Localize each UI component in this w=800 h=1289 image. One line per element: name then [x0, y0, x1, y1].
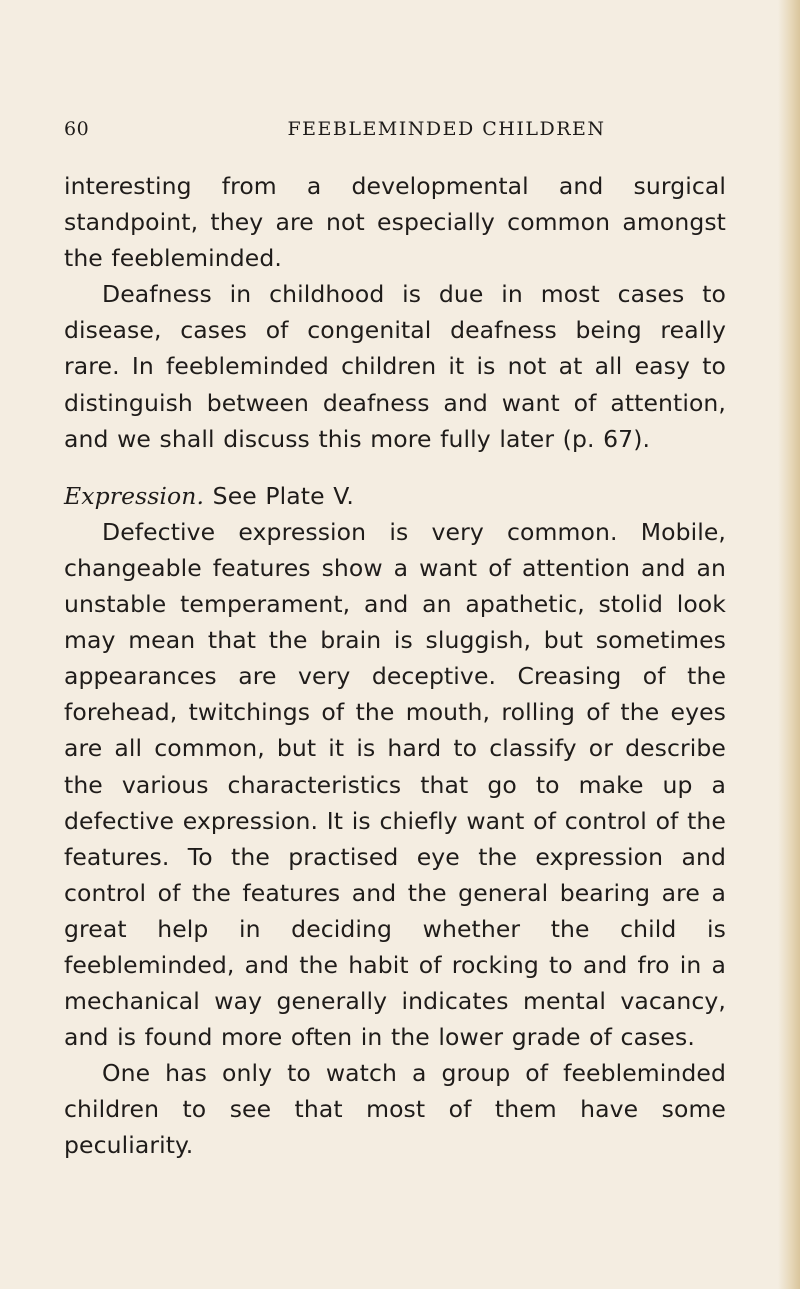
paragraph-continuation: interesting from a developmental and surgical standpoint, they are not especially common amongst the feebleminded. [64, 172, 726, 273]
section-heading: Expression. [64, 481, 205, 510]
page-header [64, 118, 764, 148]
running-title [64, 118, 664, 140]
section-heading-line [64, 478, 726, 514]
page-edge-shadow [778, 0, 800, 1289]
page-number: 60 [64, 118, 90, 140]
paragraph-expression: Defective expression is very common. Mobile, changeable features show a want of attention and an unstable temperament, and an apathetic, stolid look may mean that the brain is sluggish, but sometimes appearances are very deceptive. Creasing of the forehead, twitchings of the mouth, rolling of the eyes are all common, but it is hard to classify or describe the various characteristics that go to make up a defective expression. It is chiefly want of control of the features. To the practised eye the expression and control of the features and the general bearing are a great help in deciding whether the child is feebleminded, and the habit of rocking to and fro in a mechanical way generally indicates mental vacancy, and is found more often in the lower grade of cases. [64, 517, 726, 1052]
paragraph-peculiarity: One has only to watch a group of feebleminded children to see that most of them have some peculiarity. [64, 1059, 726, 1160]
plate-reference: See Plate V. [212, 481, 354, 510]
paragraph-deafness: Deafness in childhood is due in most cases to disease, cases of congenital deafness being really rare. In feebleminded children it is not at all easy to distinguish between deafness and want of attention, and we shall discuss this more fully later (p. 67). [64, 280, 726, 453]
body-text [64, 168, 726, 1164]
running-title-text: FEEBLEMINDED CHILDREN [287, 118, 606, 140]
